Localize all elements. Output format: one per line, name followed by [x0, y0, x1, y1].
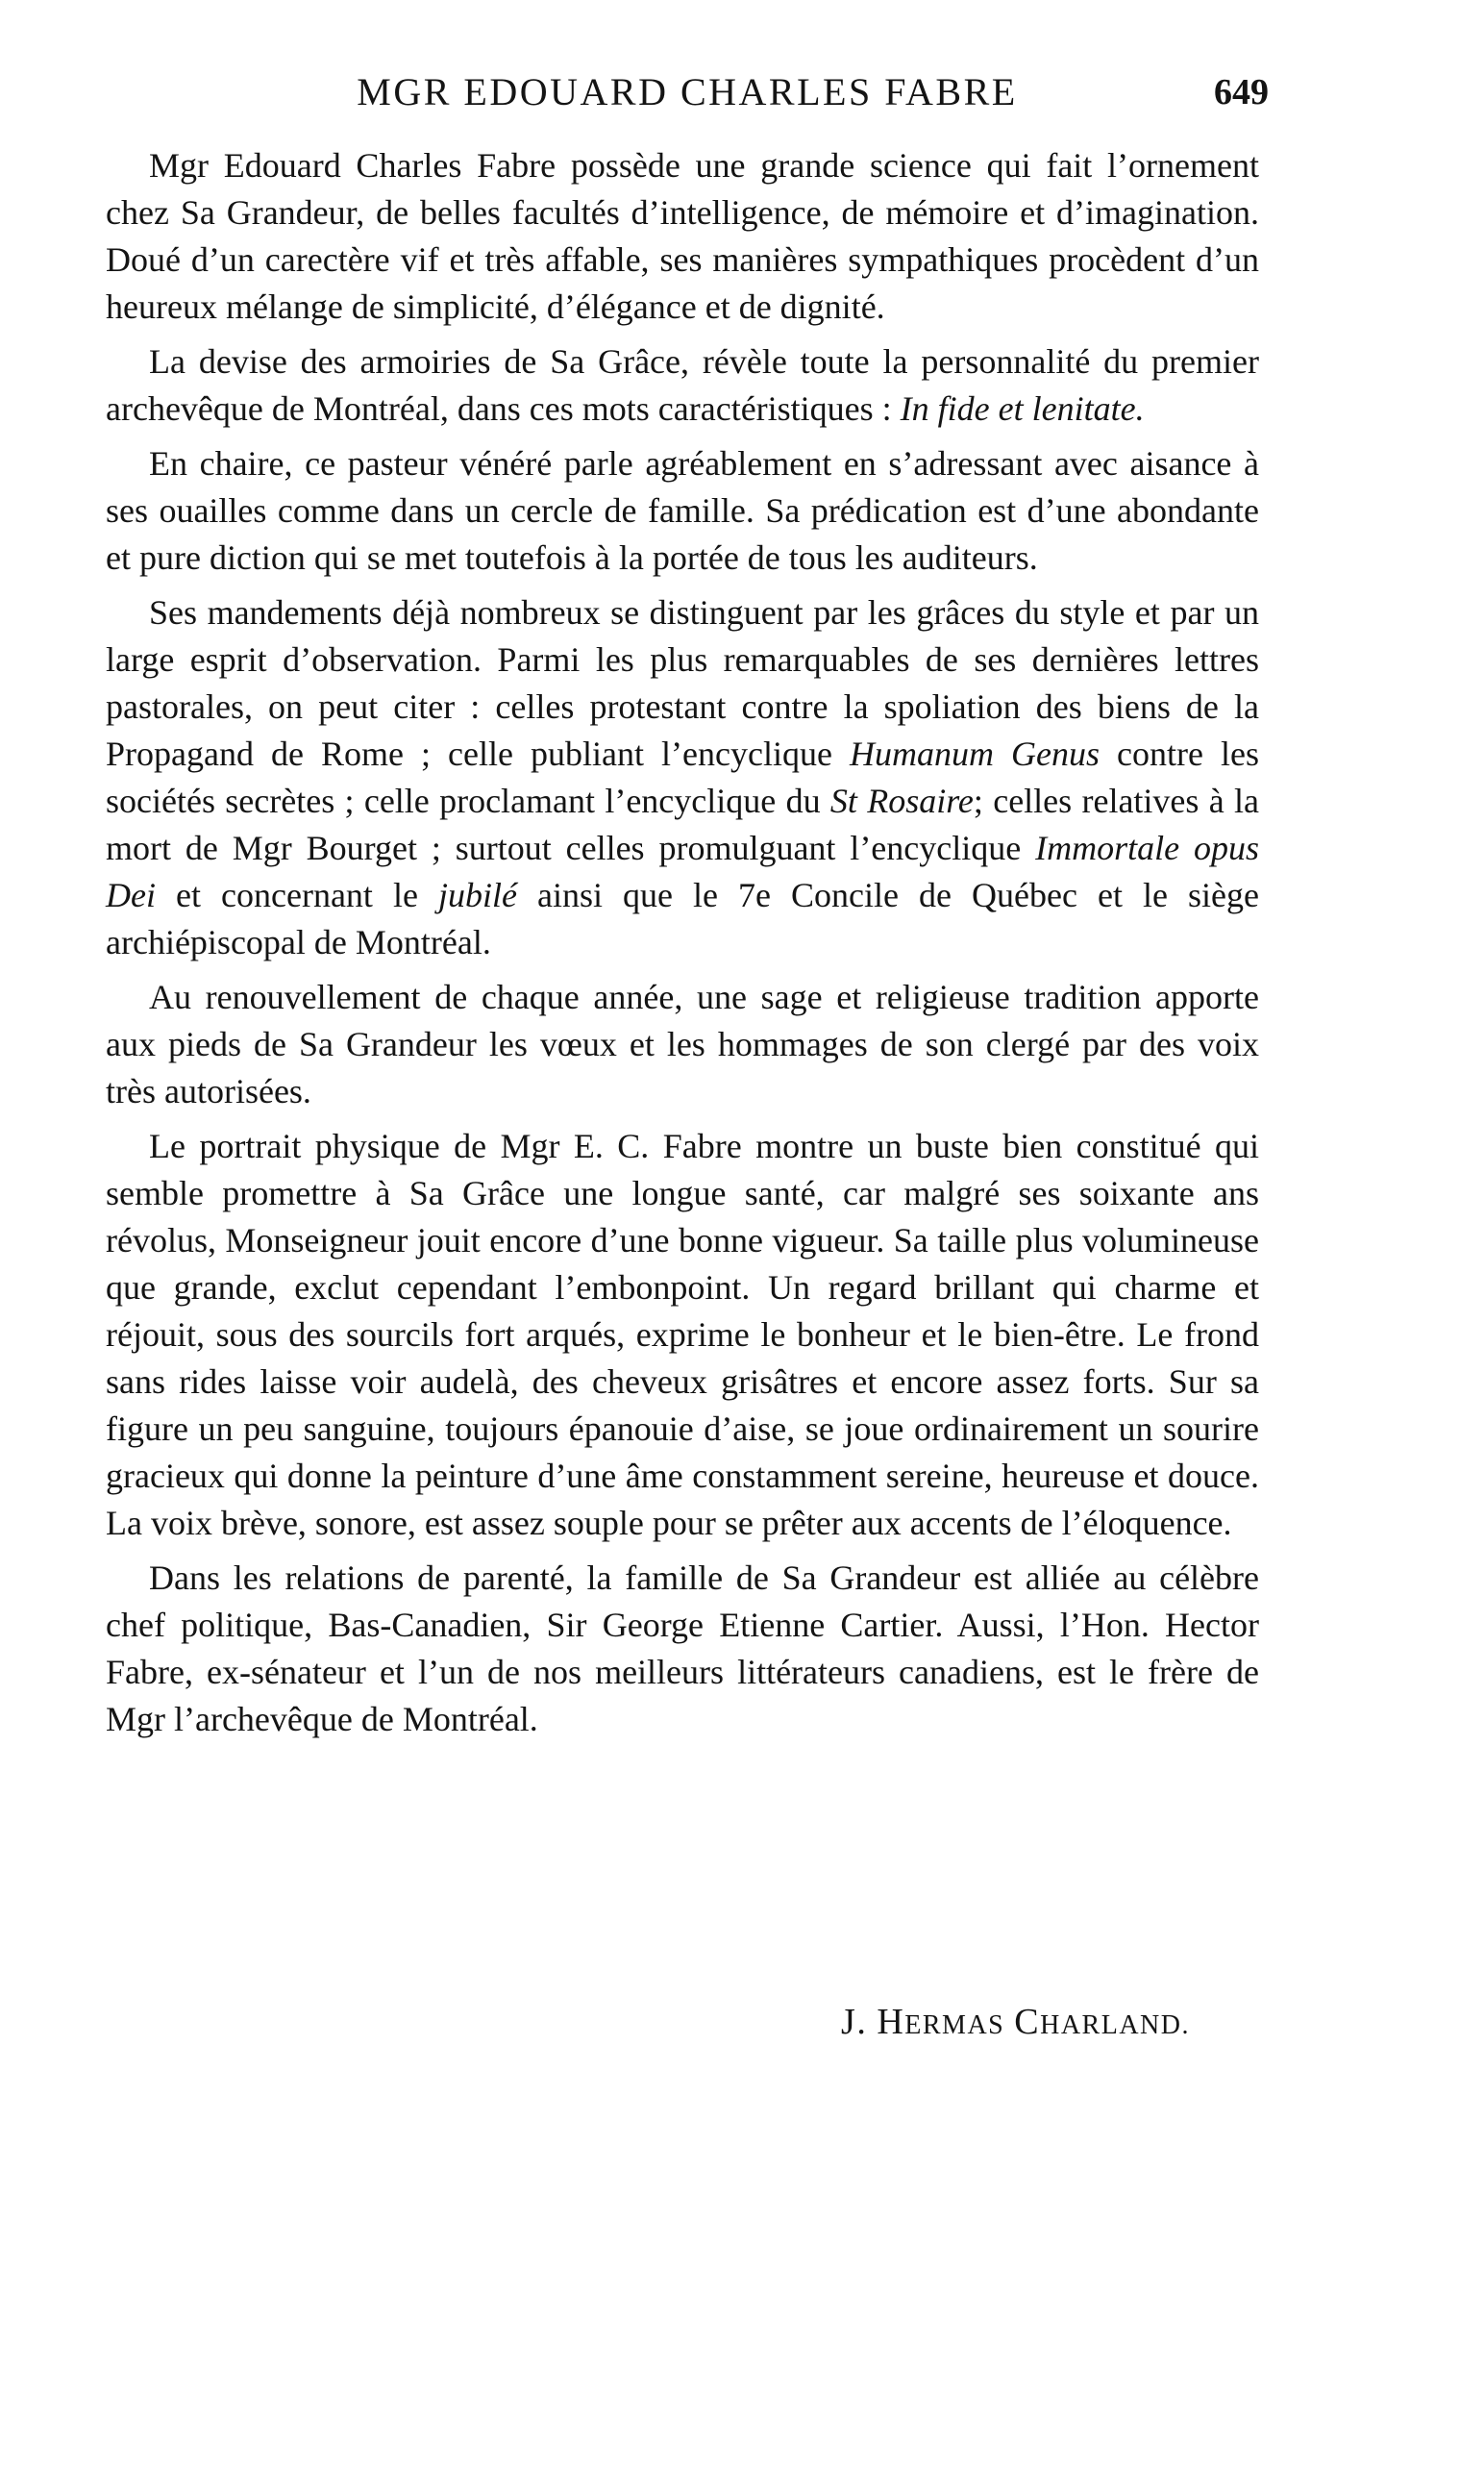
- paragraph-4-text-b: contre les sociétés secrètes ; celle proclamant l’encyclique du: [106, 735, 1259, 820]
- italic-immortale-opus-dei: Immortale opus Dei: [106, 829, 1259, 914]
- running-title: MGR EDOUARD CHARLES FABRE: [357, 70, 1018, 113]
- signature-first-rest: ERMAS: [904, 2010, 1005, 2040]
- signature-last-rest: HARLAND.: [1040, 2010, 1190, 2040]
- paragraph-4-text-a: Ses mandements déjà nombreux se distinguent par les grâces du style et par un large esprit d’observation. Parmi les plus remarquables de ses dernières lettres pastorales, on peut citer : celles protestant contre la spoliation des biens de la Propagand de Rome ; celle publiant l’encyclique: [106, 593, 1259, 773]
- motto-italic: In fide et lenitate.: [900, 389, 1145, 428]
- italic-jubile: jubilé: [437, 876, 517, 914]
- signature-last-cap: C: [1014, 2002, 1041, 2042]
- paragraph-pastoral-letters: [106, 589, 1259, 966]
- paragraph-7-text: Dans les relations de parenté, la famille de Sa Grandeur est alliée au célèbre chef politique, Bas-Canadien, Sir George Etienne Cartier. Aussi, l’Hon. Hector Fabre, ex-sénateur et l’un de nos meilleurs littérateurs canadiens, est le frère de Mgr l’archevêque de Montréal.: [106, 1559, 1259, 1738]
- paragraph-tradition: [106, 974, 1259, 1115]
- italic-st-rosaire: St Rosaire: [829, 782, 974, 820]
- signature-first-cap: H: [877, 2002, 905, 2042]
- paragraph-2-text: La devise des armoiries de Sa Grâce, révèle toute la personnalité du premier archevêque de Montréal, dans ces mots caractéristiques :: [106, 342, 1259, 428]
- paragraph-character: [106, 142, 1259, 331]
- body-text: [106, 142, 1259, 1751]
- paragraph-4-text-d: et concernant le: [176, 876, 418, 914]
- paragraph-4-text-c: ; celles relatives à la mort de Mgr Bourget ; surtout celles promulguant l’encyclique: [106, 782, 1260, 867]
- paragraph-preaching: [106, 440, 1259, 582]
- paragraph-family: [106, 1555, 1259, 1743]
- paragraph-4-text-e: ainsi que le 7e Concile de Québec et le siège archiépiscopal de Montréal.: [106, 876, 1260, 961]
- page-number: 649: [1214, 72, 1269, 112]
- paragraph-5-text: Au renouvellement de chaque année, une sage et religieuse tradition apporte aux pieds de Sa Grandeur les vœux et les hommages de son clergé par des voix très autorisées.: [106, 978, 1259, 1110]
- paragraph-6-text: Le portrait physique de Mgr E. C. Fabre montre un buste bien constitué qui semble promettre à Sa Grâce une longue santé, car malgré ses soixante ans révolus, Monseigneur jouit encore d’une bonne vigueur. Sa taille plus volumineuse que grande, exclut cependant l’embonpoint. Un regard brillant qui charme et réjouit, sous des sourcils fort arqués, exprime le bonheur et le bien-être. Le frond sans rides laisse voir audelà, des cheveux grisâtres et encore assez forts. Sur sa figure un peu sanguine, toujours épanouie d’aise, se joue ordinairement un sourire gracieux qui donne la peinture d’une âme constamment sereine, heureuse et douce. La voix brève, sonore, est assez souple pour se prêter aux accents de l’éloquence.: [106, 1127, 1259, 1542]
- paragraph-1-text: Mgr Edouard Charles Fabre possède une grande science qui fait l’ornement chez Sa Grandeur, de belles facultés d’intelligence, de mémoire et d’imagination. Doué d’un carectère vif et très affable, ses manières sympathiques procèdent d’un heureux mélange de simplicité, d’élégance et de dignité.: [106, 146, 1259, 326]
- italic-humanum-genus: Humanum Genus: [849, 735, 1100, 773]
- signature-initial: J.: [841, 2002, 868, 2042]
- paragraph-3-text: En chaire, ce pasteur vénéré parle agréablement en s’adressant avec aisance à ses ouailles comme dans un cercle de famille. Sa prédication est d’une abondante et pure diction qui se met toutefois à la portée de tous les auditeurs.: [106, 444, 1259, 577]
- paragraph-portrait: [106, 1123, 1259, 1547]
- page-header: [106, 63, 1269, 121]
- paragraph-motto: [106, 338, 1259, 433]
- author-signature: [106, 1998, 1190, 2050]
